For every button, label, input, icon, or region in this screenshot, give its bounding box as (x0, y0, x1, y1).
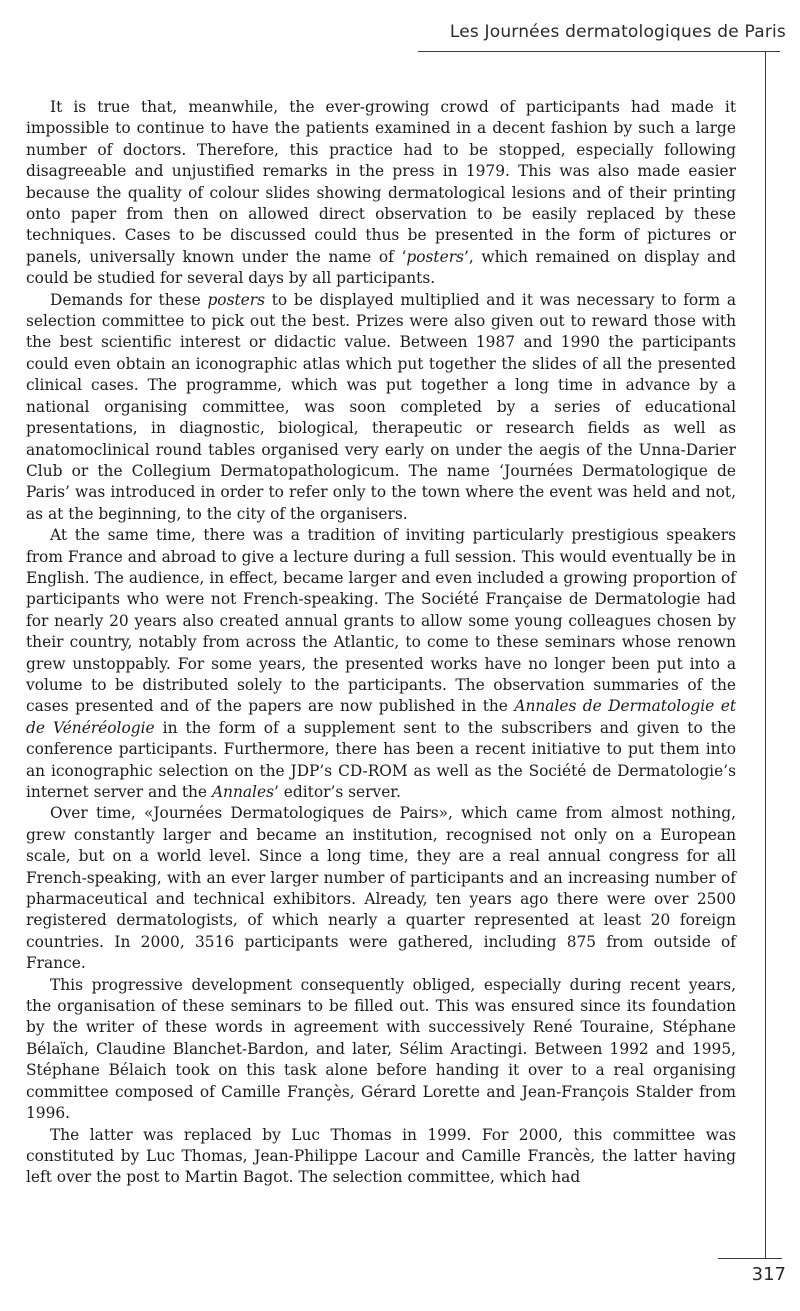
paragraph (26, 975, 736, 1125)
italic-text: Annales de Dermatologie et de Vénéréologie (26, 697, 737, 737)
text-run: The latter was replaced by Luc Thomas in 1999. For 2000, this committee was constituted by Luc Thomas, Jean-Philippe Lacour and Camille Francès, the latter having left over the post to Martin Bagot. The selection committee, which had (26, 1125, 736, 1187)
text-run: in the form of a supplement sent to the subscribers and given to the conference participants. Furthermore, there has been a recent initiative to put them into an iconographic selection on the JDP’s CD-ROM as well as the Société de Dermatologie’s internet server and the (26, 718, 736, 801)
paragraph (26, 803, 736, 974)
text-run: This progressive development consequently obliged, especially during recent years, the organisation of these seminars to be filled out. This was ensured since its foundation by the writer of these words in agreement with successively René Touraine, Stéphane Bélaïch, Claudine Blanchet-Bardon, and later, Sélim Aractingi. Between 1992 and 1995, Stéphane Bélaich took on this task alone before handing it over to a real organising committee composed of Camille Françès, Gérard Lorette and Jean-François Stalder from 1996. (26, 975, 736, 1123)
italic-text: Annales (211, 783, 274, 801)
page-number: 317 (751, 1264, 786, 1285)
body-text (26, 97, 736, 1189)
text-run: ’ editor’s server. (273, 783, 401, 801)
paragraph (26, 525, 736, 803)
italic-text: posters (207, 290, 266, 309)
text-run: to be displayed multiplied and it was necessary to form a selection committee to pick out the best. Prizes were also given out to reward those with the best scientific interest or didactic value. Between 1987 and 1990 the participants could even obtain an iconographic atlas which put together the slides of all the presented clinical cases. The programme, which was put together a long time in advance by a national organising committee, was soon completed by a series of educational presentations, in diagnostic, biological, therapeutic or research fields as well as anatomoclinical round tables organised very early on under the aegis of the Unna-Darier Club or the Collegium Dermatopathologicum. The name ‘Journées Dermatologique de Paris’ was introduced in order to refer only to the town where the event was held and not, as at the beginning, to the city of the organisers. (26, 290, 736, 523)
running-header: Les Journées dermatologiques de Paris (449, 22, 786, 42)
paragraph (26, 290, 736, 525)
text-run: It is true that, meanwhile, the ever-growing crowd of participants had made it impossible to continue to have the patients examined in a decent fashion by such a large number of doctors. Therefore, this practice had to be stopped, especially following disagreeable and unjustified remarks in the press in 1979. This was also made easier because the quality of colour slides showing dermatological lesions and of their printing onto paper from then on allowed direct observation to be easily replaced by these techniques. Cases to be discussed could thus be presented in the form of pictures or panels, universally known under the name of ‘ (26, 98, 736, 266)
text-run: Demands for these (50, 290, 208, 309)
paragraph (26, 1125, 736, 1189)
text-run: Over time, «Journées Dermatologiques de Pairs», which came from almost nothing, grew constantly larger and became an institution, recognised not only on a European scale, but on a world level. Since a long time, they are a real annual congress for all French-speaking, with an ever larger number of participants and an increasing number of pharmaceutical and technical exhibitors. Already, ten years ago there were over 2500 registered dermatologists, of which nearly a quarter represented at least 20 foreign countries. In 2000, 3516 participants were gathered, including 875 from outside of France. (26, 804, 736, 973)
paragraph (26, 97, 736, 290)
italic-text: posters (406, 247, 464, 266)
text-run: At the same time, there was a tradition of inviting particularly prestigious speakers from France and abroad to give a lecture during a full session. This would eventually be in English. The audience, in effect, became larger and even included a growing proportion of participants who were not French-speaking. The Société Française de Dermatologie had for nearly 20 years also created annual grants to allow some young colleagues chosen by their country, notably from across the Atlantic, to come to these seminars whose renown grew unstoppably. For some years, the presented works have no longer been put into a volume to be distributed solely to the participants. The observation summaries of the cases presented and of the papers are now published in the (26, 526, 736, 716)
text-run: ’, which remained on display and could be studied for several days by all participants. (26, 247, 736, 288)
footer-rule (718, 1258, 782, 1259)
header-rule (418, 51, 780, 52)
margin-rule (765, 51, 766, 1259)
